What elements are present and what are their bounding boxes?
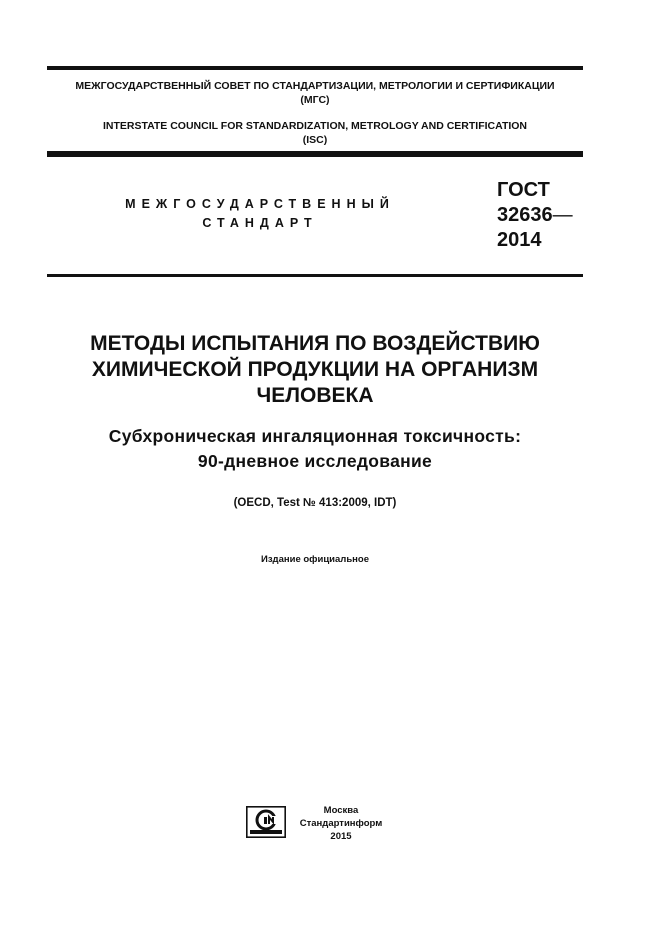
council-en-name: INTERSTATE COUNCIL FOR STANDARDIZATION, METROLOGY AND CERTIFICATION: [102, 120, 528, 132]
lower-rule: [47, 274, 583, 277]
subtitle-line1: Субхроническая ингаляционная токсичность:: [108, 426, 522, 446]
council-en-abbr: (ISC): [302, 134, 328, 146]
top-rule: [47, 66, 583, 70]
standard-label-line1: МЕЖГОСУДАРСТВЕННЫЙ: [125, 197, 395, 211]
edition-note: Издание официальное: [261, 554, 369, 565]
document-subtitle: [47, 424, 583, 474]
publisher-city: Москва: [323, 805, 359, 816]
gost-number: 32636: [497, 204, 553, 226]
gost-year: 2014: [497, 229, 542, 251]
publisher-year: 2015: [330, 831, 352, 842]
council-en: [47, 119, 583, 147]
standartinform-logo-icon: [246, 806, 286, 838]
council-ru: [47, 79, 583, 107]
middle-rule: [47, 151, 583, 157]
oecd-reference: (OECD, Test № 413:2009, IDT): [233, 497, 397, 509]
standard-label-line2: СТАНДАРТ: [202, 216, 318, 230]
title-line3: ЧЕЛОВЕКА: [256, 384, 374, 407]
council-ru-abbr: (МГС): [300, 94, 330, 106]
gost-dash: —: [552, 204, 573, 226]
publisher-info: [296, 804, 386, 843]
subtitle-line2: 90-дневное исследование: [197, 451, 433, 471]
council-ru-name: МЕЖГОСУДАРСТВЕННЫЙ СОВЕТ ПО СТАНДАРТИЗАЦИИ, МЕТРОЛОГИИ И СЕРТИФИКАЦИИ: [75, 80, 555, 92]
document-title: [47, 331, 583, 409]
gost-prefix: ГОСТ: [497, 179, 550, 201]
standard-label: [110, 195, 410, 233]
gost-designation: [497, 178, 573, 253]
publisher-name: Стандартинформ: [299, 818, 383, 829]
title-line2: ХИМИЧЕСКОЙ ПРОДУКЦИИ НА ОРГАНИЗМ: [91, 358, 539, 381]
title-line1: МЕТОДЫ ИСПЫТАНИЯ ПО ВОЗДЕЙСТВИЮ: [90, 332, 540, 355]
